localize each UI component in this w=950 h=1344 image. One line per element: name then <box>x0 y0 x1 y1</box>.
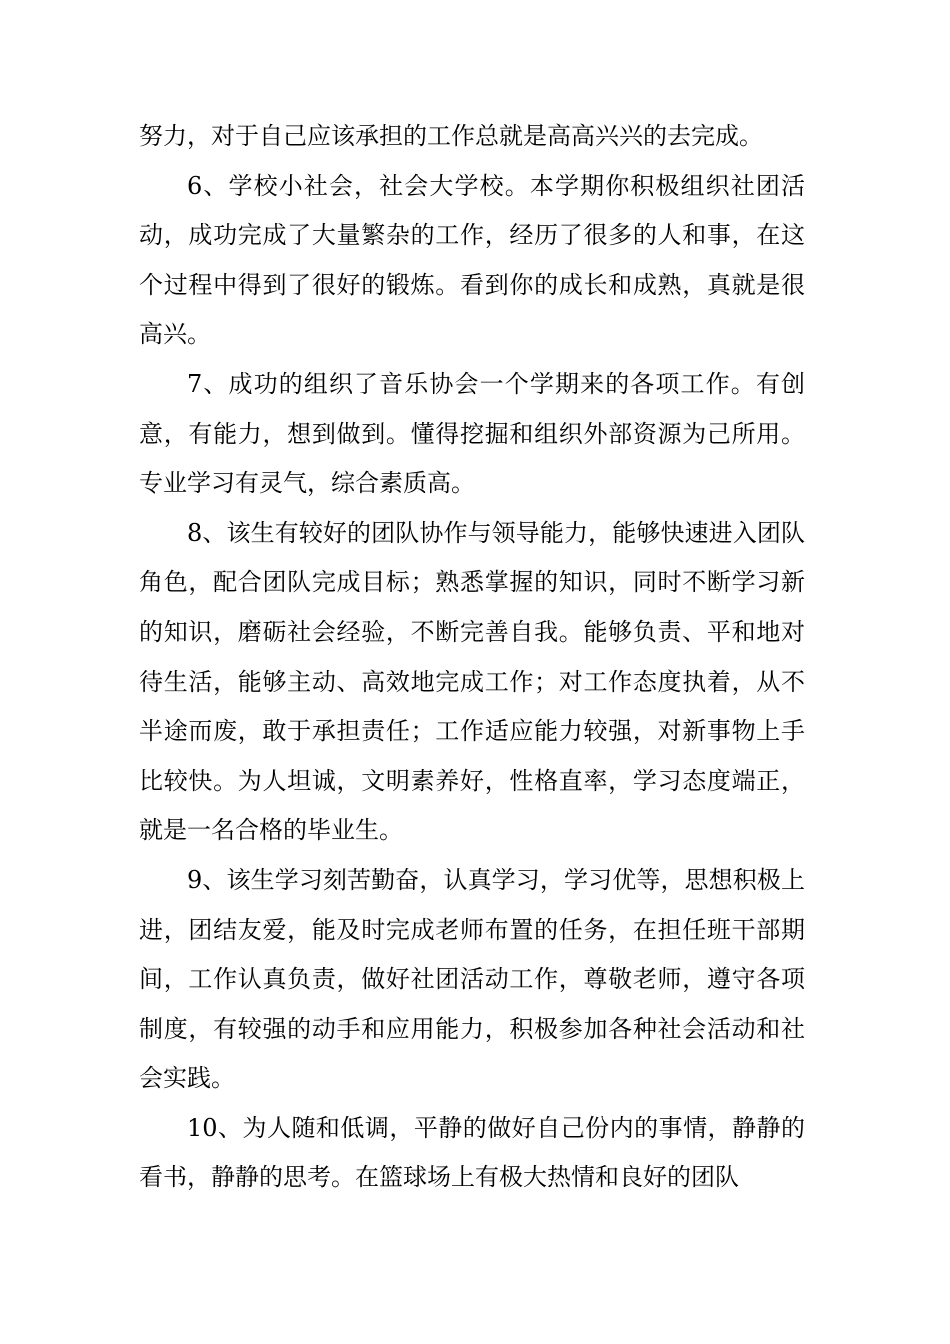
paragraph-continuation: 努力，对于自己应该承担的工作总就是高高兴兴的去完成。 <box>139 122 763 150</box>
paragraph-item-8: 8、该生有较好的团队协作与领导能力，能够快速进入团队角色，配合团队完成目标；熟悉掌握的知识，同时不断学习新的知识，磨砺社会经验，不断完善自我。能够负责、平和地对待生活，能够主动、高效地完成工作；对工作态度执着，从不半途而废，敢于承担责任；工作适应能力较强，对新事物上手比较快。为人坦诚，文明素养好，性格直率，学习态度端正，就是一名合格的毕业生。 <box>139 518 805 845</box>
document-page <box>139 112 805 1203</box>
paragraph-item-6: 6、学校小社会，社会大学校。本学期你积极组织社团活动，成功完成了大量繁杂的工作，经历了很多的人和事，在这个过程中得到了很好的锻炼。看到你的成长和成熟，真就是很高兴。 <box>139 171 805 349</box>
paragraph-item-10: 10、为人随和低调，平静的做好自己份内的事情，静静的看书，静静的思考。在篮球场上有极大热情和良好的团队 <box>139 1113 805 1192</box>
paragraph-item-9: 9、该生学习刻苦勤奋，认真学习，学习优等，思想积极上进，团结友爱，能及时完成老师布置的任务，在担任班干部期间，工作认真负责，做好社团活动工作，尊敬老师，遵守各项制度，有较强的动手和应用能力，积极参加各种社会活动和社会实践。 <box>139 865 805 1093</box>
paragraph-item-7: 7、成功的组织了音乐协会一个学期来的各项工作。有创意，有能力，想到做到。懂得挖掘和组织外部资源为己所用。专业学习有灵气，综合素质高。 <box>139 369 805 498</box>
